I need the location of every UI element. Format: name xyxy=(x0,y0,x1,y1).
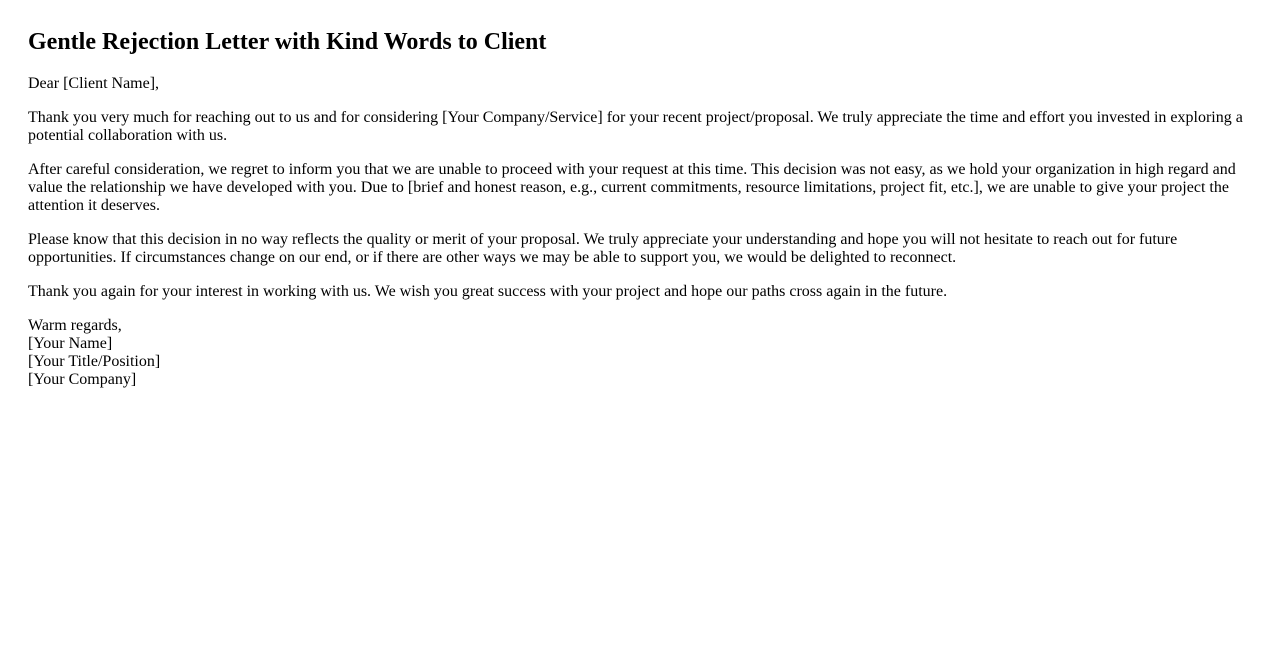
signature-title: [Your Title/Position] xyxy=(28,353,161,370)
signature-company: [Your Company] xyxy=(28,371,137,388)
salutation: Dear [Client Name], xyxy=(28,75,160,92)
signature-name: [Your Name] xyxy=(28,335,113,352)
letter-body xyxy=(28,75,1250,405)
paragraph-closing-wish: Thank you again for your interest in working with us. We wish you great success with your project and hope our paths cross again in the future. xyxy=(28,283,948,300)
signature-block xyxy=(28,317,1250,389)
signature-closing: Warm regards, xyxy=(28,317,122,334)
paragraph-decision: After careful consideration, we regret to inform you that we are unable to proceed with your request at this time. This decision was not easy, as we hold your organization in high regard and value the relationship we have developed with you. Due to [brief and honest reason, e.g., current commitments, resource limitations, project fit, etc.], we are unable to give your project the attention it deserves. xyxy=(28,161,1236,214)
paragraph-thanks: Thank you very much for reaching out to us and for considering [Your Company/Service] for your recent project/proposal. We truly appreciate the time and effort you invested in exploring a potential collaboration with us. xyxy=(28,109,1243,144)
paragraph-reassurance: Please know that this decision in no way reflects the quality or merit of your proposal. We truly appreciate your understanding and hope you will not hesitate to reach out for future opportunities. If circumstances change on our end, or if there are other ways we may be able to support you, we would be delighted to reconnect. xyxy=(28,231,1178,266)
page-title: Gentle Rejection Letter with Kind Words to Client xyxy=(28,29,547,55)
